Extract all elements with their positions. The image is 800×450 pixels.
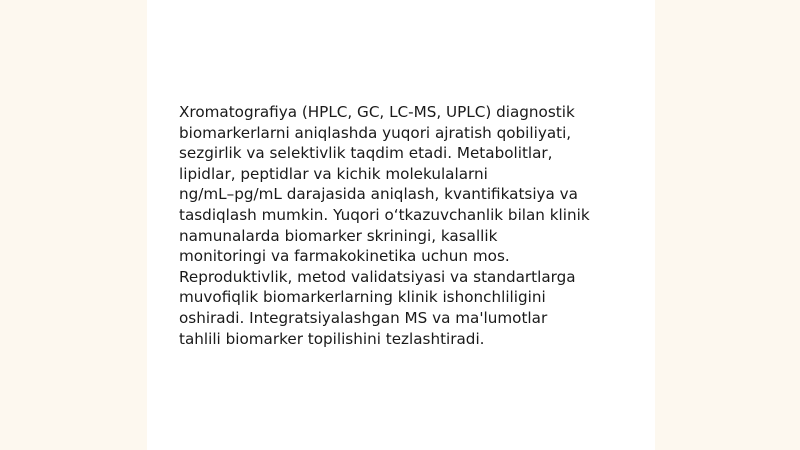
body-paragraph: Xromatografiya (HPLC, GC, LC-MS, UPLC) diagnostik biomarkerlarni aniqlashda yuqori ajratish qobiliyati, sezgirlik va selektivlik taqdim etadi. Metabolitlar, lipidlar, peptidlar va kichik molekulalarni ng/mL–pg/mL darajasida aniqlash, kvantifikatsiya va tasdiqlash mumkin. Yuqori o‘tkazuvchanlik bilan klinik namunalarda biomarker skriningi, kasallik monitoringi va farmakokinetika uchun mos. Reproduktivlik, metod validatsiyasi va standartlarga muvofiqlik biomarkerlarning klinik ishonchliligini oshiradi. Integratsiyalashgan MS va ma'lumotlar tahlili biomarker topilishini tezlashtiradi. (179, 103, 590, 348)
document-page (147, 0, 655, 450)
